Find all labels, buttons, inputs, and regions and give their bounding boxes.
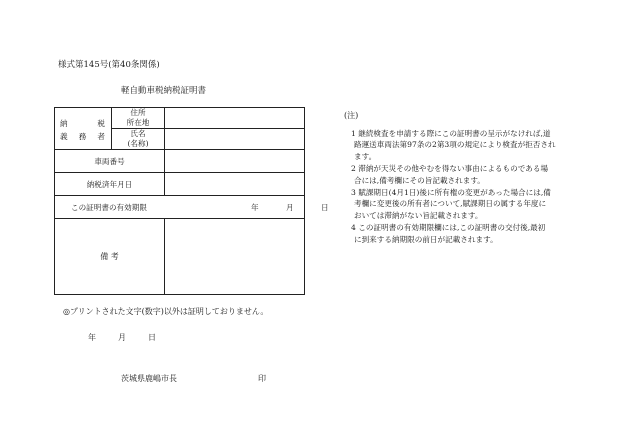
note-line: 3 賦課期日(4月1日)後に所有権の変更があった場合には,備 bbox=[351, 188, 551, 198]
note-line: ます。 bbox=[354, 151, 377, 161]
validity-year: 年 bbox=[251, 203, 259, 212]
notes-heading: (注) bbox=[344, 111, 359, 120]
note-line: 合には,備考欄にその旨記載されます。 bbox=[354, 175, 485, 185]
note-item bbox=[346, 128, 578, 162]
payment-date-label: 納税済年月日 bbox=[55, 173, 165, 196]
note-line: 考欄に変更後の所有者について,賦課期日の属する年度に bbox=[354, 199, 547, 209]
validity-day: 日 bbox=[321, 203, 329, 212]
validity-month: 月 bbox=[286, 203, 294, 212]
vehicle-number-label: 車両番号 bbox=[55, 150, 165, 173]
note-line: 1 継続検査を申請する際にこの証明書の呈示がなければ,道 bbox=[351, 129, 551, 138]
location-label: 所在地 bbox=[126, 118, 150, 127]
taxpayer-label-char: 務 bbox=[78, 132, 87, 141]
certificate-table bbox=[54, 107, 329, 295]
taxpayer-label-char: 納 bbox=[60, 119, 68, 128]
printed-text-notice: ◎プリントされた文字(数字)以外は証明しておりません。 bbox=[63, 307, 269, 316]
notes-list bbox=[346, 128, 578, 246]
vehicle-number-value bbox=[165, 150, 305, 173]
corporate-name-label: (名称) bbox=[127, 139, 149, 148]
taxpayer-label-char: 税 bbox=[97, 119, 105, 128]
seal-mark: 印 bbox=[258, 374, 266, 383]
issue-month: 月 bbox=[118, 333, 126, 342]
note-line: に到来する納期限の前日が記載されます。 bbox=[354, 234, 498, 244]
issue-day: 日 bbox=[148, 333, 156, 342]
remarks-value bbox=[165, 219, 305, 295]
note-item bbox=[346, 222, 578, 245]
note-line: 2 滞納が天災その他やむを得ない事由によるものである場 bbox=[351, 164, 549, 174]
payment-date-value bbox=[165, 173, 305, 196]
note-item bbox=[346, 163, 578, 186]
note-item bbox=[346, 187, 578, 221]
issue-year: 年 bbox=[88, 333, 96, 342]
name-label: 氏名 bbox=[130, 129, 146, 138]
note-line: 路運送車両法第97条の2第3項の規定により検査が拒否され bbox=[354, 140, 556, 150]
name-label-cell bbox=[112, 129, 165, 150]
form-number: 様式第145号(第40条関係) bbox=[58, 60, 160, 70]
issue-date bbox=[88, 332, 156, 343]
remarks-label: 備 考 bbox=[55, 219, 165, 295]
address-value-cell bbox=[165, 108, 305, 129]
document-title: 軽自動車税納税証明書 bbox=[121, 86, 207, 96]
issuer-name: 茨城県鹿嶋市長 bbox=[121, 374, 177, 383]
taxpayer-label-char: 者 bbox=[97, 132, 105, 141]
name-value-cell bbox=[165, 129, 305, 150]
note-line: 4 この証明書の有効期限欄には,この証明書の交付後,最初 bbox=[351, 223, 546, 233]
note-line: おいては滞納がない旨記載されます。 bbox=[354, 210, 483, 220]
address-label: 住所 bbox=[130, 108, 146, 117]
address-label-cell bbox=[112, 108, 165, 129]
validity-label: この証明書の有効期限 bbox=[71, 203, 147, 212]
validity-row bbox=[55, 196, 329, 219]
taxpayer-label-char: 義 bbox=[60, 132, 68, 141]
taxpayer-label-cell bbox=[55, 108, 112, 150]
